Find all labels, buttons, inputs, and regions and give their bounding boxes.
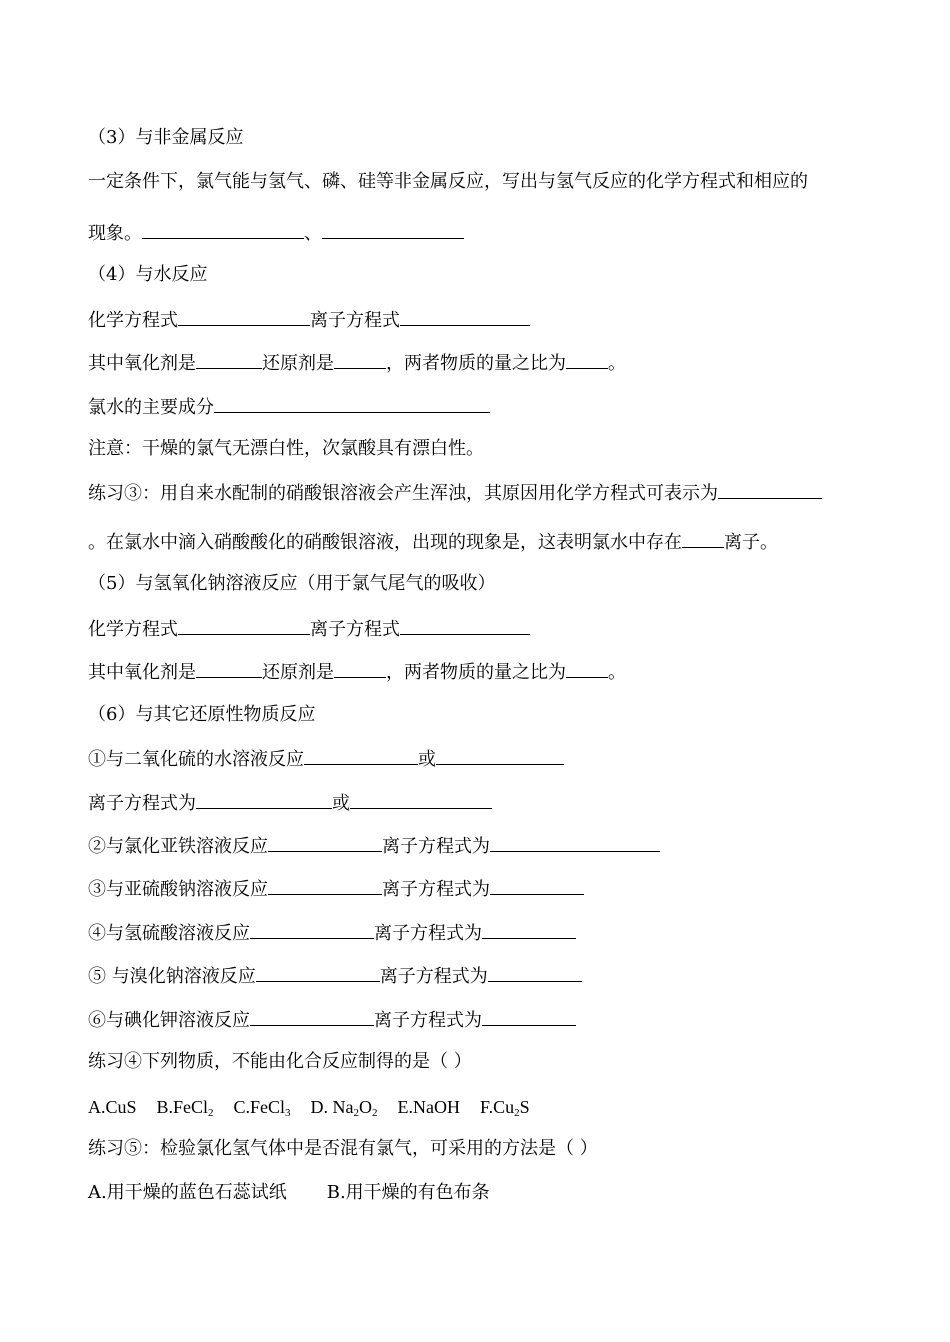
section-3-answer-line: 现象。 、	[88, 221, 464, 245]
reaction-1-ion-line: 离子方程式为 或	[88, 791, 492, 815]
answer-blank[interactable]	[304, 747, 418, 765]
section-5-heading: （5）与氢氧化钠溶液反应（用于氯气尾气的吸收）	[88, 573, 496, 594]
reaction-3-line: ③与亚硫酸钠溶液反应 离子方程式为	[88, 877, 584, 901]
section-3-heading: （3）与非金属反应	[88, 127, 244, 148]
answer-blank[interactable]	[214, 395, 490, 413]
option-a[interactable]: A.用干燥的蓝色石蕊试纸	[88, 1182, 287, 1203]
answer-blank[interactable]	[196, 791, 332, 809]
answer-blank[interactable]	[436, 747, 564, 765]
reaction-1-line: ①与二氧化硫的水溶液反应 或	[88, 747, 564, 771]
option-b[interactable]: B.用干燥的有色布条	[326, 1182, 490, 1203]
naoh-equation-line: 化学方程式 离子方程式	[88, 617, 530, 641]
answer-blank[interactable]	[488, 964, 582, 982]
answer-blank[interactable]	[482, 921, 576, 939]
answer-blank[interactable]	[322, 221, 464, 239]
answer-blank[interactable]	[482, 1008, 576, 1026]
option-f[interactable]: $F.Cu_2S$	[480, 1097, 530, 1119]
option-c[interactable]: C.FeCl$_3$	[233, 1097, 291, 1119]
section-4-heading: （4）与水反应	[88, 264, 208, 285]
answer-blank[interactable]	[256, 964, 380, 982]
answer-blank[interactable]	[490, 834, 660, 852]
exercise-3-line-2: 。在氯水中滴入硝酸酸化的硝酸银溶液，出现的现象是，这表明氯水中存在 离子。	[88, 532, 778, 553]
answer-blank[interactable]	[178, 617, 310, 635]
naoh-oxidant-line: 其中氧化剂是 还原剂是 ，两者物质的量之比为 。	[88, 662, 626, 683]
reaction-2-line: ②与氯化亚铁溶液反应 离子方程式为	[88, 834, 660, 858]
answer-blank[interactable]	[334, 351, 386, 369]
answer-blank[interactable]	[400, 617, 530, 635]
note-line: 注意：干燥的氯气无漂白性，次氯酸具有漂白性。	[88, 438, 484, 459]
chlorine-water-line: 氯水的主要成分	[88, 395, 490, 419]
water-equation-line: 化学方程式 离子方程式	[88, 308, 530, 332]
option-a[interactable]: A.CuS	[88, 1097, 137, 1117]
exercise-5-options	[88, 1182, 490, 1204]
answer-blank[interactable]	[334, 660, 386, 678]
answer-blank[interactable]	[350, 791, 492, 809]
answer-blank[interactable]	[250, 1008, 374, 1026]
exercise-5-question: 练习⑤：检验氯化氢气体中是否混有氯气，可采用的方法是（ ）	[88, 1138, 598, 1159]
answer-blank[interactable]	[718, 481, 822, 499]
water-oxidant-line: 其中氧化剂是 还原剂是 ，两者物质的量之比为 。	[88, 353, 626, 374]
answer-blank[interactable]	[268, 834, 382, 852]
answer-blank[interactable]	[566, 351, 608, 369]
answer-blank[interactable]	[178, 308, 310, 326]
exercise-4-options	[88, 1096, 550, 1124]
reaction-4-line: ④与氢硫酸溶液反应 离子方程式为	[88, 921, 576, 945]
answer-blank[interactable]	[196, 660, 262, 678]
option-e[interactable]: E.NaOH	[397, 1097, 461, 1117]
reaction-6-line: ⑥与碘化钾溶液反应 离子方程式为	[88, 1008, 576, 1032]
answer-blank[interactable]	[268, 877, 382, 895]
reaction-5-line: ⑤ 与溴化钠溶液反应 离子方程式为	[88, 964, 582, 988]
answer-blank[interactable]	[566, 660, 608, 678]
answer-blank[interactable]	[196, 351, 262, 369]
exercise-3-line-1: 练习③：用自来水配制的硝酸银溶液会产生浑浊，其原因用化学方程式可表示为	[88, 481, 822, 505]
answer-blank[interactable]	[142, 221, 304, 239]
answer-blank[interactable]	[490, 877, 584, 895]
section-6-heading: （6）与其它还原性物质反应	[88, 704, 316, 725]
exercise-4-question: 练习④下列物质，不能由化合反应制得的是（ ）	[88, 1051, 472, 1072]
section-3-text: 一定条件下，氯气能与氢气、磷、硅等非金属反应，写出与氢气反应的化学方程式和相应的	[88, 171, 808, 192]
option-d[interactable]: D. $Na_2O_2$	[310, 1097, 378, 1119]
option-b[interactable]: B.FeCl$_2$	[156, 1097, 214, 1119]
answer-blank[interactable]	[400, 308, 530, 326]
answer-blank[interactable]	[682, 530, 724, 548]
answer-blank[interactable]	[250, 921, 374, 939]
